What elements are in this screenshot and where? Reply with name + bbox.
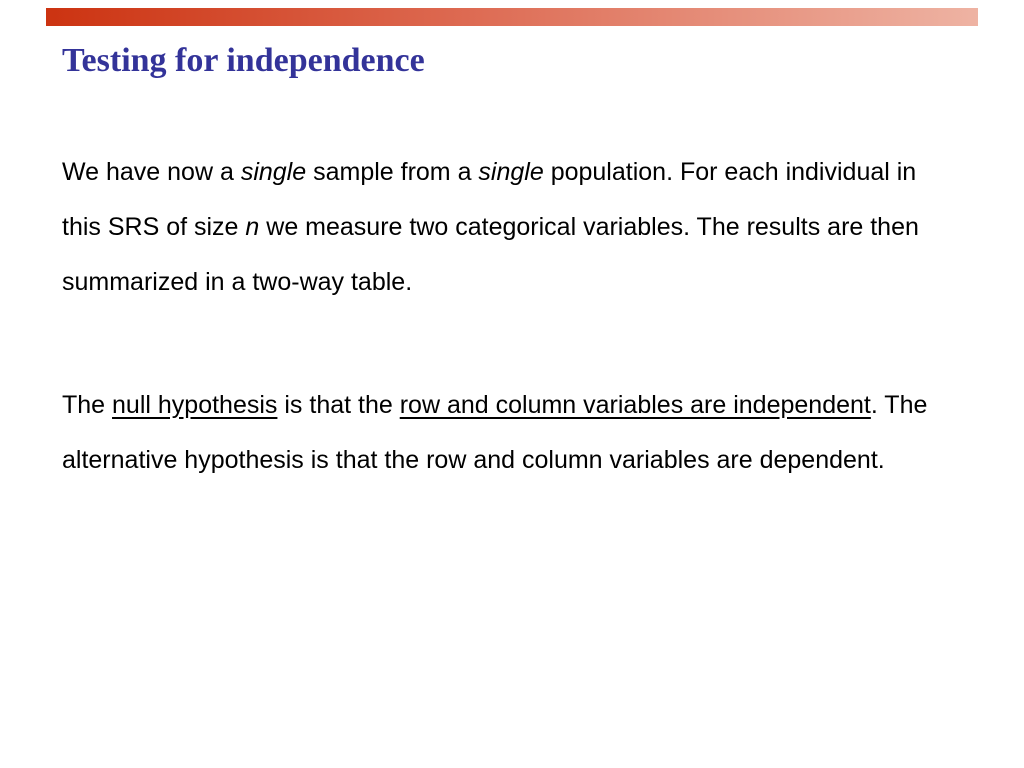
text-run: sample from a: [306, 158, 479, 186]
text-run: population. For each individual in this SRS of size: [62, 158, 917, 241]
accent-bar: [46, 8, 978, 26]
text-run: We have now a: [62, 158, 241, 186]
emphasis-n: n: [245, 213, 260, 241]
text-run: The: [62, 391, 113, 419]
emphasis-single: single: [240, 158, 307, 186]
underlined-null-hypothesis: null hypothesis: [112, 391, 278, 419]
text-run: is that the: [277, 391, 400, 419]
text-run: . The alternative hypothesis is that the row and column variables are dependent.: [62, 391, 928, 474]
slide-title: Testing for independence: [62, 42, 425, 79]
paragraph-hypotheses: [62, 378, 962, 488]
emphasis-single: single: [478, 158, 544, 186]
underlined-independence-statement: row and column variables are independent: [399, 391, 871, 419]
text-run: we measure two categorical variables. The results are then summarized in a two-way table.: [62, 213, 919, 296]
paragraph-sample-description: [62, 145, 962, 310]
